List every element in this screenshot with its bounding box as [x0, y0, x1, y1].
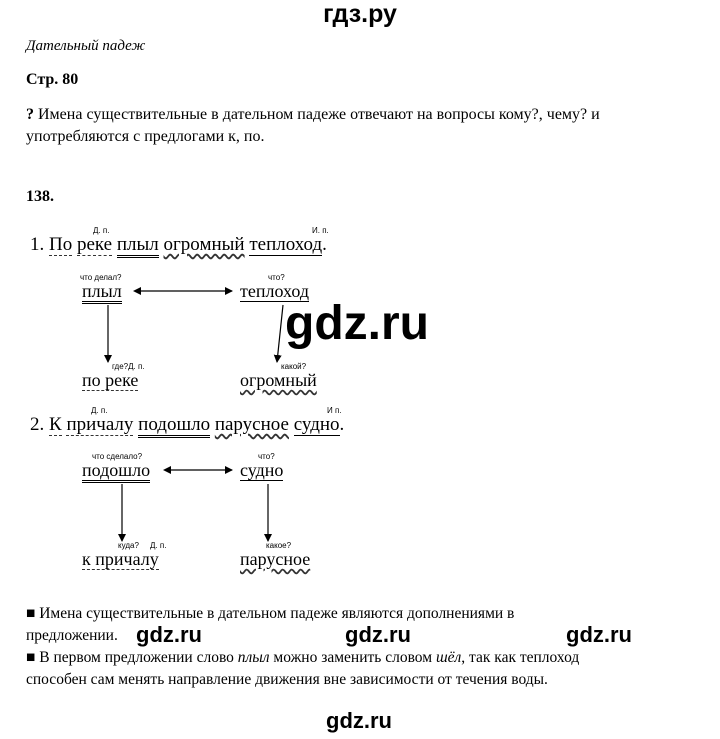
scheme-dependent-left-text: по реке — [82, 370, 139, 390]
watermark-right: gdz.ru — [566, 622, 632, 647]
word-subject: судно — [293, 414, 340, 435]
site-title: гдз.ру — [323, 0, 397, 28]
scheme-subject-text: теплоход — [240, 281, 309, 301]
question-dependent-right-2: какое? — [266, 541, 292, 550]
conclusion-line-3-mid: можно заменить словом — [269, 649, 436, 666]
scheme-dependent-left-text: к причалу — [82, 549, 159, 569]
watermark-left: gdz.ru — [136, 622, 202, 647]
question-dependent-right-1: какой? — [281, 362, 307, 371]
scheme-predicate-text: подошло — [82, 460, 150, 483]
question-subject-1: что? — [268, 273, 285, 282]
conclusion-word-1: плыл — [237, 649, 270, 666]
word-subject: теплоход — [249, 234, 323, 255]
sentence-period: . — [322, 234, 327, 255]
scheme-dependent-right-text: огромный — [240, 370, 317, 390]
section-title: Дательный падеж — [26, 38, 146, 54]
rule-line-1: Имена существительные в дательном падеже отвечают на вопросы кому?, чему? и — [34, 106, 600, 123]
word-predicate: подошло — [138, 414, 210, 438]
word-preposition: К — [49, 414, 62, 435]
scheme-subject-text: судно — [240, 460, 284, 480]
word-predicate: плыл — [117, 234, 159, 258]
exercise-number: 138. — [26, 188, 54, 205]
question-dependent-left-1: где?Д. п. — [112, 362, 145, 371]
sentence-number: 1. — [30, 234, 45, 255]
case-label-dative-1: Д. п. — [93, 226, 110, 235]
scheme-dependent-right-text: парусное — [240, 549, 311, 569]
word-noun-dative: реке — [76, 234, 113, 255]
case-label-nominative-2: И п. — [327, 406, 342, 415]
conclusion-line-3 — [26, 647, 579, 669]
conclusion-line-3-start: ■ В первом предложении слово — [26, 649, 238, 666]
conclusion-line-4: способен сам менять направление движения вне зависимости от течения воды. — [26, 671, 548, 688]
conclusion-word-2: шёл — [435, 649, 462, 666]
watermark-middle: gdz.ru — [345, 622, 411, 647]
watermark-bottom: gdz.ru — [326, 708, 392, 733]
rule-line-2: употребляются с предлогами к, по. — [26, 128, 265, 145]
case-label-dependent-left-2: Д. п. — [150, 541, 167, 550]
word-preposition: По — [49, 234, 73, 255]
question-dependent-left-2: куда? — [118, 541, 139, 550]
watermark-center: gdz.ru — [285, 297, 429, 350]
scheme-predicate-text: плыл — [82, 281, 122, 304]
conclusion-line-1: ■ Имена существительные в дательном падеже являются дополнениями в — [26, 605, 515, 622]
word-adjective: огромный — [163, 234, 245, 255]
arrow-subject-dependent-1 — [277, 305, 283, 362]
word-adjective: парусное — [214, 414, 289, 435]
conclusion-line-3-end: , так как теплоход — [461, 649, 580, 666]
question-predicate-2: что сделало? — [92, 452, 143, 461]
page-reference: Стр. 80 — [26, 71, 79, 88]
case-label-dative-2: Д. п. — [91, 406, 108, 415]
question-subject-2: что? — [258, 452, 275, 461]
conclusion-line-2: предложении. — [26, 627, 118, 644]
question-predicate-1: что делал? — [80, 273, 122, 282]
sentence-number: 2. — [30, 414, 45, 435]
sentence-period: . — [339, 414, 345, 435]
question-mark: ? — [26, 106, 34, 123]
word-noun-dative: причалу — [66, 414, 134, 435]
case-label-nominative-1: И. п. — [312, 226, 329, 235]
